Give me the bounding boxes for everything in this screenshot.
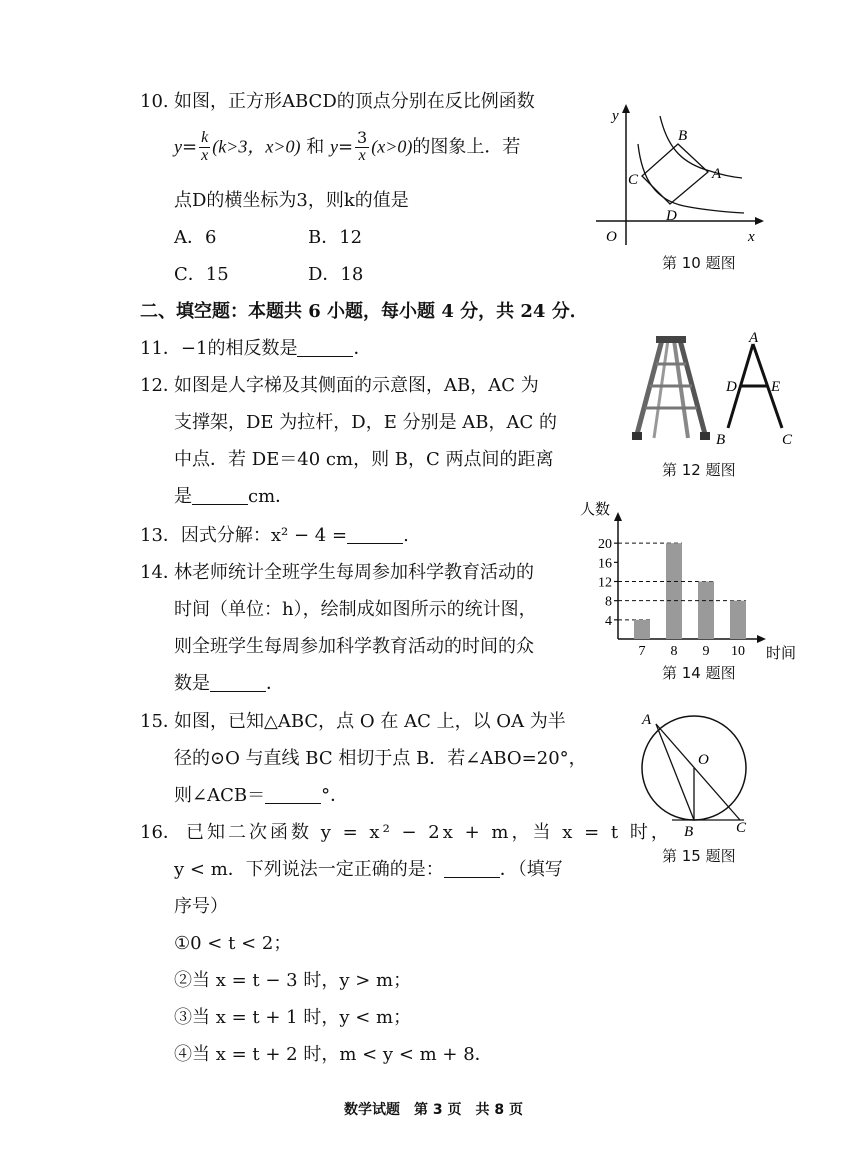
chart-y-tick-label: 4 (605, 613, 612, 629)
q15-line3 (174, 787, 348, 805)
q10-f2-cond: (x>0) (371, 136, 413, 157)
q13-line (140, 527, 409, 545)
chart-y-arrow (614, 512, 622, 521)
q10-label-b: B (678, 128, 688, 144)
q16-line1: 已知二次函数 y = x² − 2x + m，当 x = t 时， (186, 822, 672, 843)
section2-heading: 二、填空题：本题共 6 小题，每小题 4 分，共 24 分． (140, 301, 588, 322)
q14-line4-b: ． (266, 673, 284, 694)
chart-x-tick-label: 7 (638, 644, 646, 659)
q15-label-b: B (684, 824, 694, 838)
q11-text: −1的相反数是 (180, 338, 298, 359)
q16-line3: 序号） (174, 896, 228, 917)
q10-formula-line (174, 130, 520, 165)
chart-x-tick-label: 9 (702, 644, 710, 659)
q11-answer-blank (297, 340, 353, 357)
q15-label-c: C (736, 820, 747, 836)
q12-line4-b: cm． (248, 486, 294, 507)
page-footer: 数学试题 第 3 页 共 8 页 (344, 1102, 523, 1118)
q10-number: 10. (140, 91, 169, 112)
q12-label-e: E (771, 379, 781, 395)
q11-end: ． (353, 338, 372, 359)
q10-f2-tail: 的图象上．若 (412, 136, 521, 158)
chart-y-label: 人数 (580, 502, 611, 518)
q12-answer-blank (192, 488, 248, 505)
q10-f1-num: k (201, 129, 209, 146)
q10-square (642, 144, 708, 204)
q16-line2 (174, 861, 563, 879)
q14-number: 14． (140, 562, 181, 583)
q10-caption: 第 10 题图 (662, 254, 736, 272)
q15-line2: 径的⊙O 与直线 BC 相切于点 B．若∠ABO=20°， (174, 748, 587, 769)
q15-figure (632, 702, 762, 838)
q13-number: 13． (140, 525, 181, 546)
q10-y-arrow (622, 104, 630, 113)
q13-end: . (403, 525, 409, 546)
q12-ladder-foot (632, 432, 642, 440)
q10-label-c: C (628, 172, 639, 188)
q10-f2-lhs: y (329, 136, 338, 157)
q10-label-a: A (712, 166, 722, 182)
q10-f1-and: 和 (306, 136, 325, 158)
q12-line1: 如图是人字梯及其侧面的示意图，AB，AC 为 (174, 375, 539, 396)
q10-curve-k (660, 116, 742, 178)
q12-number: 12． (140, 375, 181, 396)
q12-figure (706, 330, 806, 448)
q10-figure (592, 100, 772, 250)
q10-line1: 如图，正方形ABCD的顶点分别在反比例函数 (174, 91, 535, 112)
q10-label-d: D (666, 208, 677, 224)
q16-line2-b: ．（填写 (499, 859, 563, 880)
q12-label-b: B (716, 432, 726, 448)
q14-line2: 时间（单位：h），绘制成如图所示的统计图， (174, 599, 537, 620)
q10-option-b: B．12 (308, 227, 363, 248)
q10-f2-num: 3 (357, 128, 368, 147)
q10-f2-den: x (358, 146, 366, 164)
q15-number: 15． (140, 711, 181, 732)
chart-x-tick-label: 10 (731, 644, 745, 659)
q16-option-3: ③当 x = t + 1 时，y < m； (174, 1007, 412, 1028)
q12-line4-a: 是 (174, 486, 192, 507)
q14-bar-chart (574, 494, 804, 666)
q10-x-arrow (755, 217, 764, 225)
q15-label-o: O (698, 752, 709, 768)
q15-line1: 如图，已知△ABC，点 O 在 AC 上，以 OA 为半 (174, 711, 566, 732)
q12-label-a: A (749, 330, 759, 346)
q12-ladder-image (626, 334, 716, 442)
q16-option-4: ④当 x = t + 2 时，m < y < m + 8． (174, 1044, 493, 1065)
q13-answer-blank (347, 527, 403, 544)
q14-line4-a: 数是 (174, 673, 210, 694)
q14-line1: 林老师统计全班学生每周参加科学教育活动的 (174, 562, 534, 583)
q14-answer-blank (210, 675, 266, 692)
q12-label-d: D (726, 379, 737, 395)
q14-caption: 第 14 题图 (662, 664, 736, 682)
q15-answer-blank (265, 787, 321, 804)
q12-line2: 支撑架，DE 为拉杆，D，E 分别是 AB，AC 的 (174, 412, 558, 433)
q14-line4 (174, 675, 284, 693)
q10-f2-fraction (355, 130, 369, 165)
q14-line3: 则全班学生每周参加科学教育活动的时间的众 (174, 636, 534, 657)
chart-y-tick-label: 16 (598, 556, 612, 572)
q16-number: 16． (140, 822, 181, 843)
chart-bar-8 (666, 543, 682, 639)
chart-x-tick-label: 8 (670, 644, 678, 659)
q12-ladder-top (656, 336, 686, 343)
q10-label-o: O (606, 229, 617, 245)
q10-line3: 点D的横坐标为3，则k的值是 (174, 190, 409, 211)
q10-label-y: y (612, 108, 619, 124)
q12-line3: 中点．若 DE＝40 cm，则 B，C 两点间的距离 (174, 449, 554, 470)
q10-curve-3 (638, 144, 744, 213)
chart-y-tick-label: 12 (598, 575, 612, 591)
chart-y-tick-label: 20 (598, 537, 612, 553)
q10-f1-fraction (199, 130, 210, 165)
q12-caption: 第 12 题图 (662, 461, 736, 479)
q16-answer-blank (444, 861, 500, 878)
q15-segment-ac (656, 724, 740, 820)
q16-line2-a: y < m．下列说法一定正确的是： (174, 859, 444, 880)
q10-f1-den: x (201, 146, 209, 164)
q10-label-x: x (748, 229, 755, 245)
q10-option-c: C．15 (174, 264, 229, 285)
q10-f1-cond: (k>3，x>0) (212, 136, 301, 157)
q10-f1-lhs: y (174, 136, 182, 157)
q15-caption: 第 15 题图 (662, 847, 736, 865)
q15-line3-b: °． (321, 785, 349, 806)
q10-f1-eq: = (182, 136, 198, 158)
chart-bar-10 (730, 601, 746, 639)
q13-text: 因式分解：x² − 4 = (180, 525, 348, 546)
q15-line3-a: 则∠ACB＝ (174, 785, 266, 806)
q16-option-2: ②当 x = t − 3 时，y > m； (174, 970, 412, 991)
q12-ladder-leg-left (636, 340, 662, 438)
q10-option-a: A．6 (174, 227, 217, 248)
q10-f2-eq: = (337, 136, 354, 158)
q10-option-d: D．18 (308, 264, 364, 285)
chart-x-arrow (757, 635, 766, 643)
q11-line (140, 340, 371, 358)
q12-line4 (174, 488, 293, 506)
q15-label-a: A (642, 712, 652, 728)
chart-y-tick-label: 8 (605, 594, 612, 610)
q11-number: 11． (140, 338, 181, 359)
chart-x-label: 时间 (766, 646, 797, 662)
chart-bar-7 (634, 620, 650, 639)
chart-bar-9 (698, 582, 714, 640)
q15-segment-ab (656, 724, 694, 820)
q12-label-c: C (782, 432, 793, 448)
q16-option-1: ①0 < t < 2； (174, 933, 292, 954)
